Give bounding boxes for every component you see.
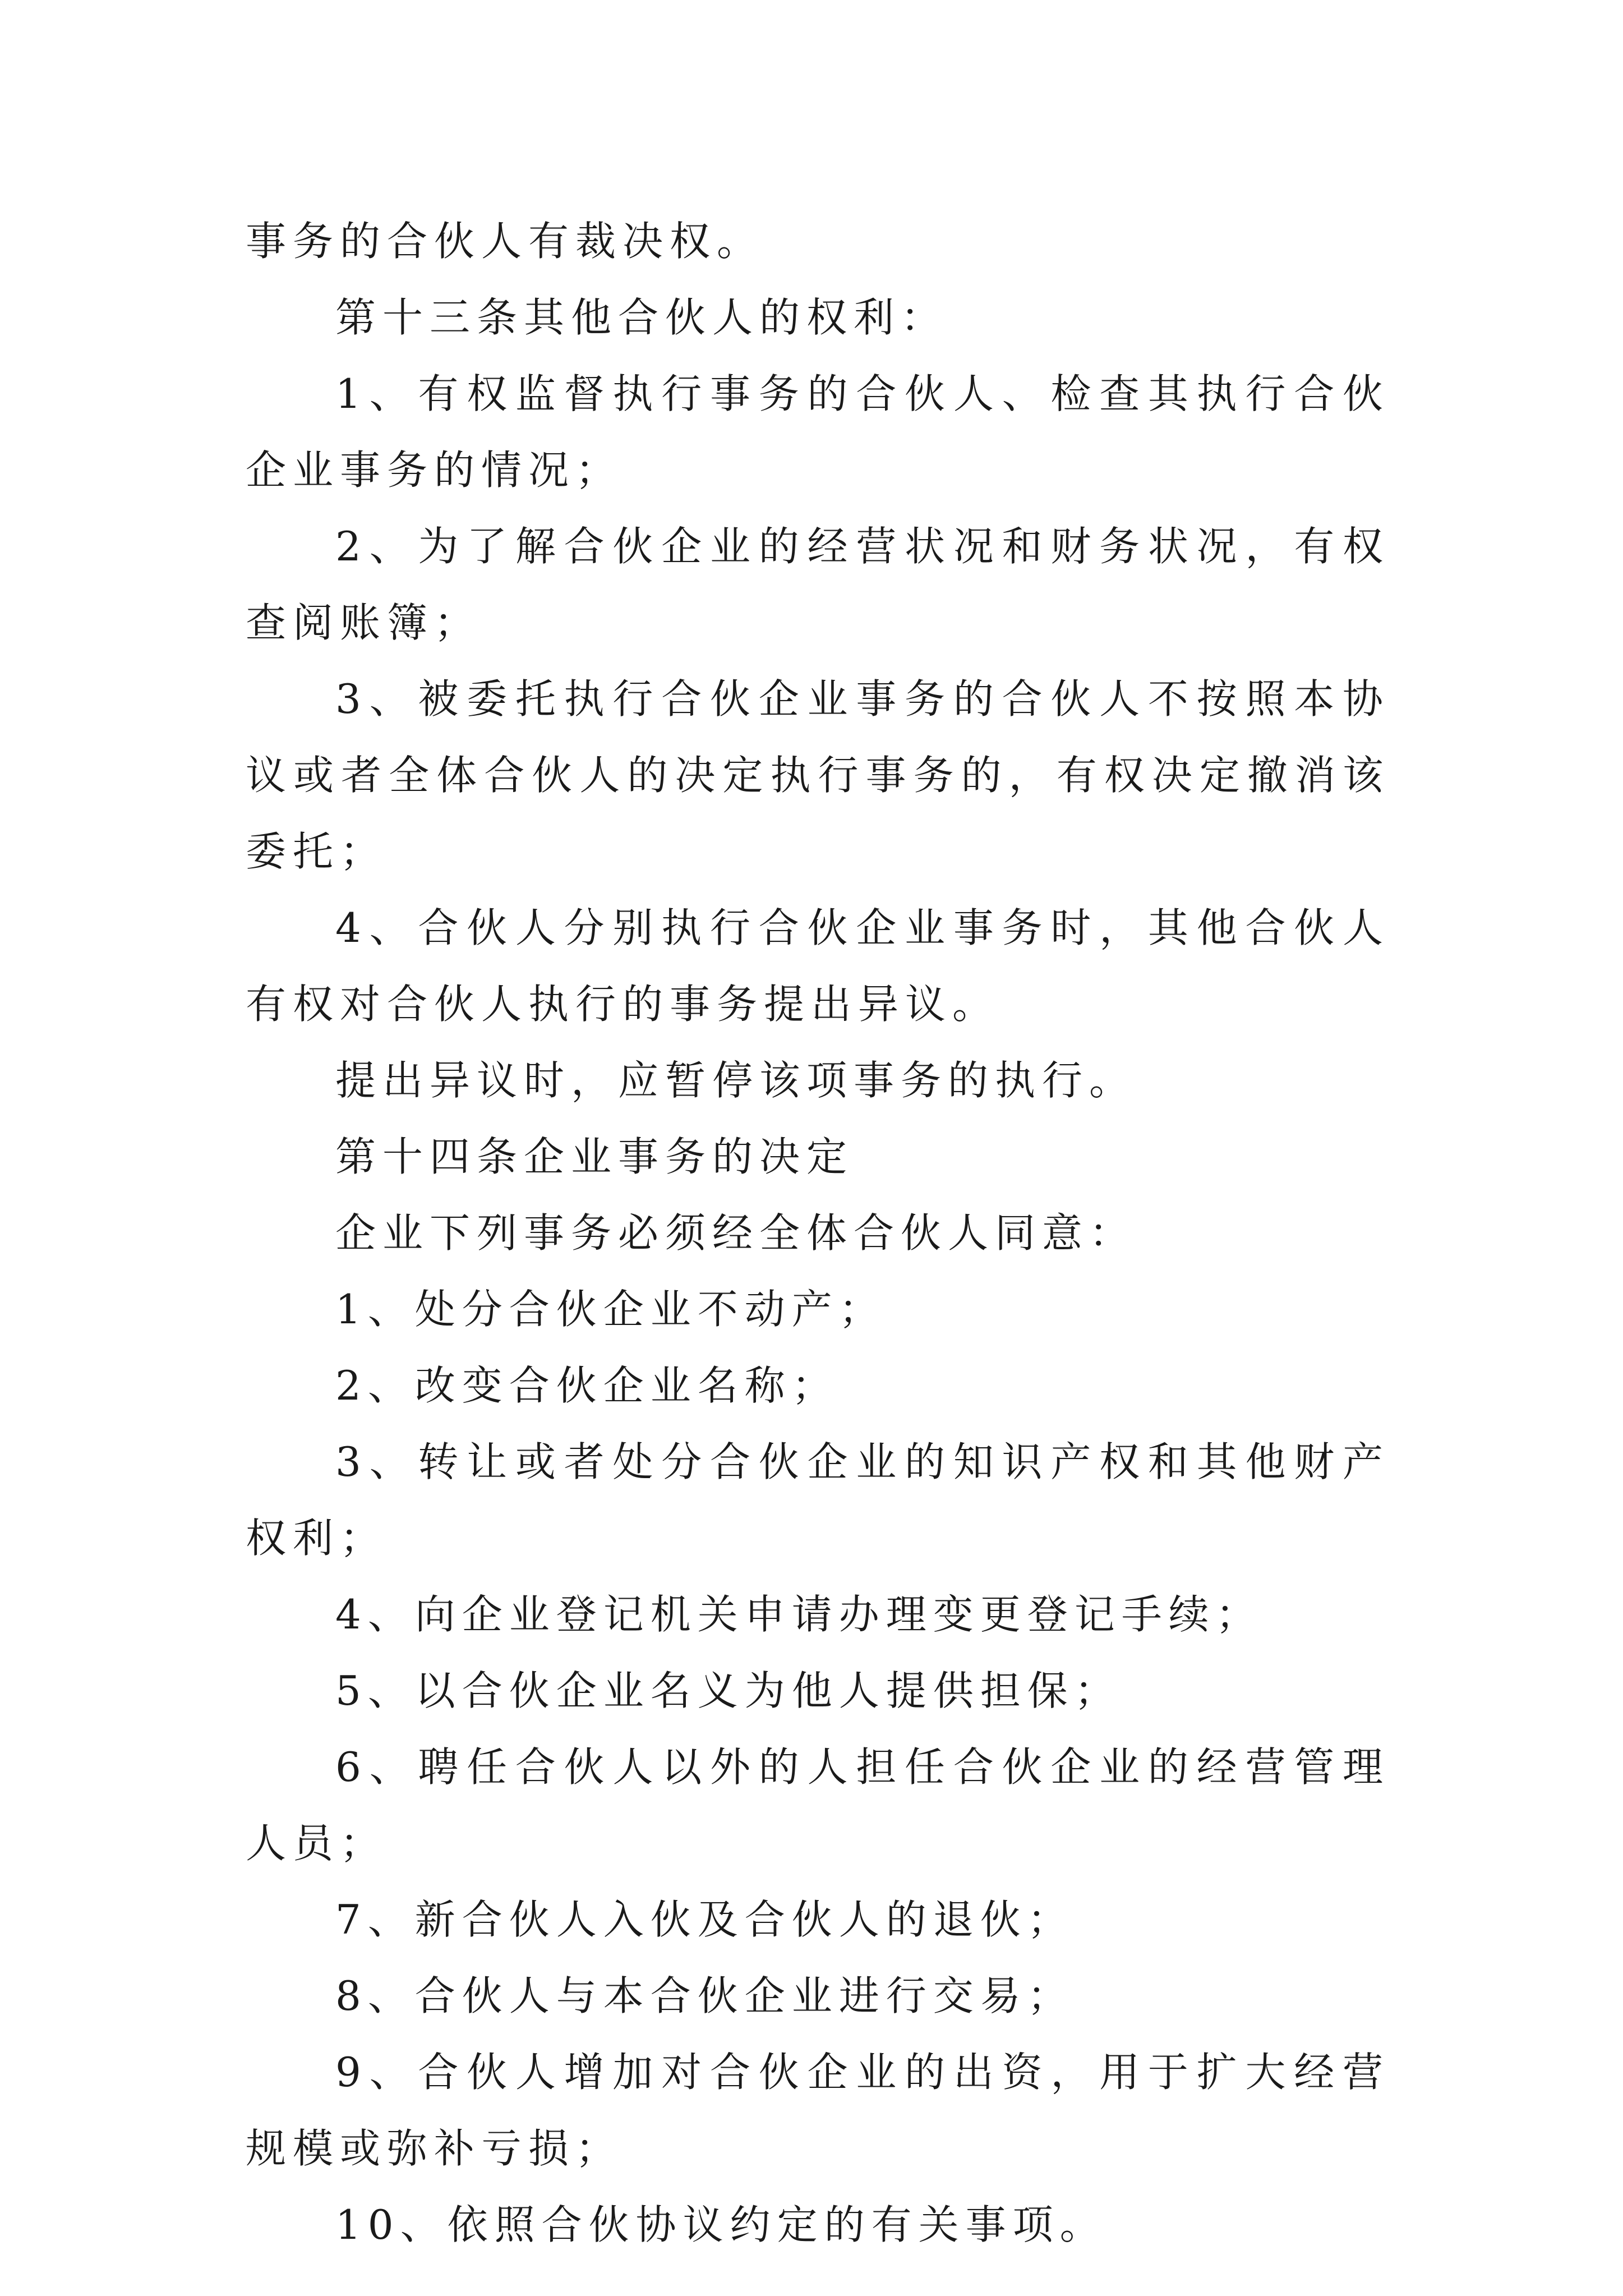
article-14-item-4: 4、向企业登记机关申请办理变更登记手续； [335,1591,1263,1638]
article-14-heading: 第十四条企业事务的决定 [335,1133,854,1180]
article-14-item-10: 10、依照合伙协议约定的有关事项。 [335,2201,1107,2248]
article-13-item-3: 3、被委托执行合伙企业事务的合伙人不按照本协议或者全体合伙人的决定执行事务的，有权决定撤消该委托； [246,675,1390,875]
article-14-item-9: 9、合伙人增加对合伙企业的出资，用于扩大经营规模或弥补亏损； [246,2049,1390,2172]
paragraph-continuation: 事务的合伙人有裁决权。 [246,218,764,265]
article-14-intro: 企业下列事务必须经全体合伙人同意： [335,1209,1137,1257]
article-13-item-1: 1、有权监督执行事务的合伙人、检查其执行合伙企业事务的情况； [246,370,1390,494]
objection-note: 提出异议时，应暂停该项事务的执行。 [335,1057,1137,1104]
article-13-item-2: 2、为了解合伙企业的经营状况和财务状况，有权查阅账簿； [246,523,1390,646]
article-13-heading: 第十三条其他合伙人的权利： [335,294,948,341]
article-13-item-4: 4、合伙人分别执行合伙企业事务时，其他合伙人有权对合伙人执行的事务提出异议。 [246,904,1390,1028]
article-14-item-6: 6、聘任合伙人以外的人担任合伙企业的经营管理人员； [246,1743,1390,1867]
article-14-item-5: 5、以合伙企业名义为他人提供担保； [335,1667,1122,1714]
article-14-item-7: 7、新合伙人入伙及合伙人的退伙； [335,1896,1075,1943]
article-14-item-8: 8、合伙人与本合伙企业进行交易； [335,1972,1075,2019]
document-body [246,203,1390,2263]
article-14-item-1: 1、处分合伙企业不动产； [335,1286,886,1333]
article-14-item-3: 3、转让或者处分合伙企业的知识产权和其他财产权利； [246,1438,1390,1562]
article-14-item-2: 2、改变合伙企业名称； [335,1362,839,1409]
